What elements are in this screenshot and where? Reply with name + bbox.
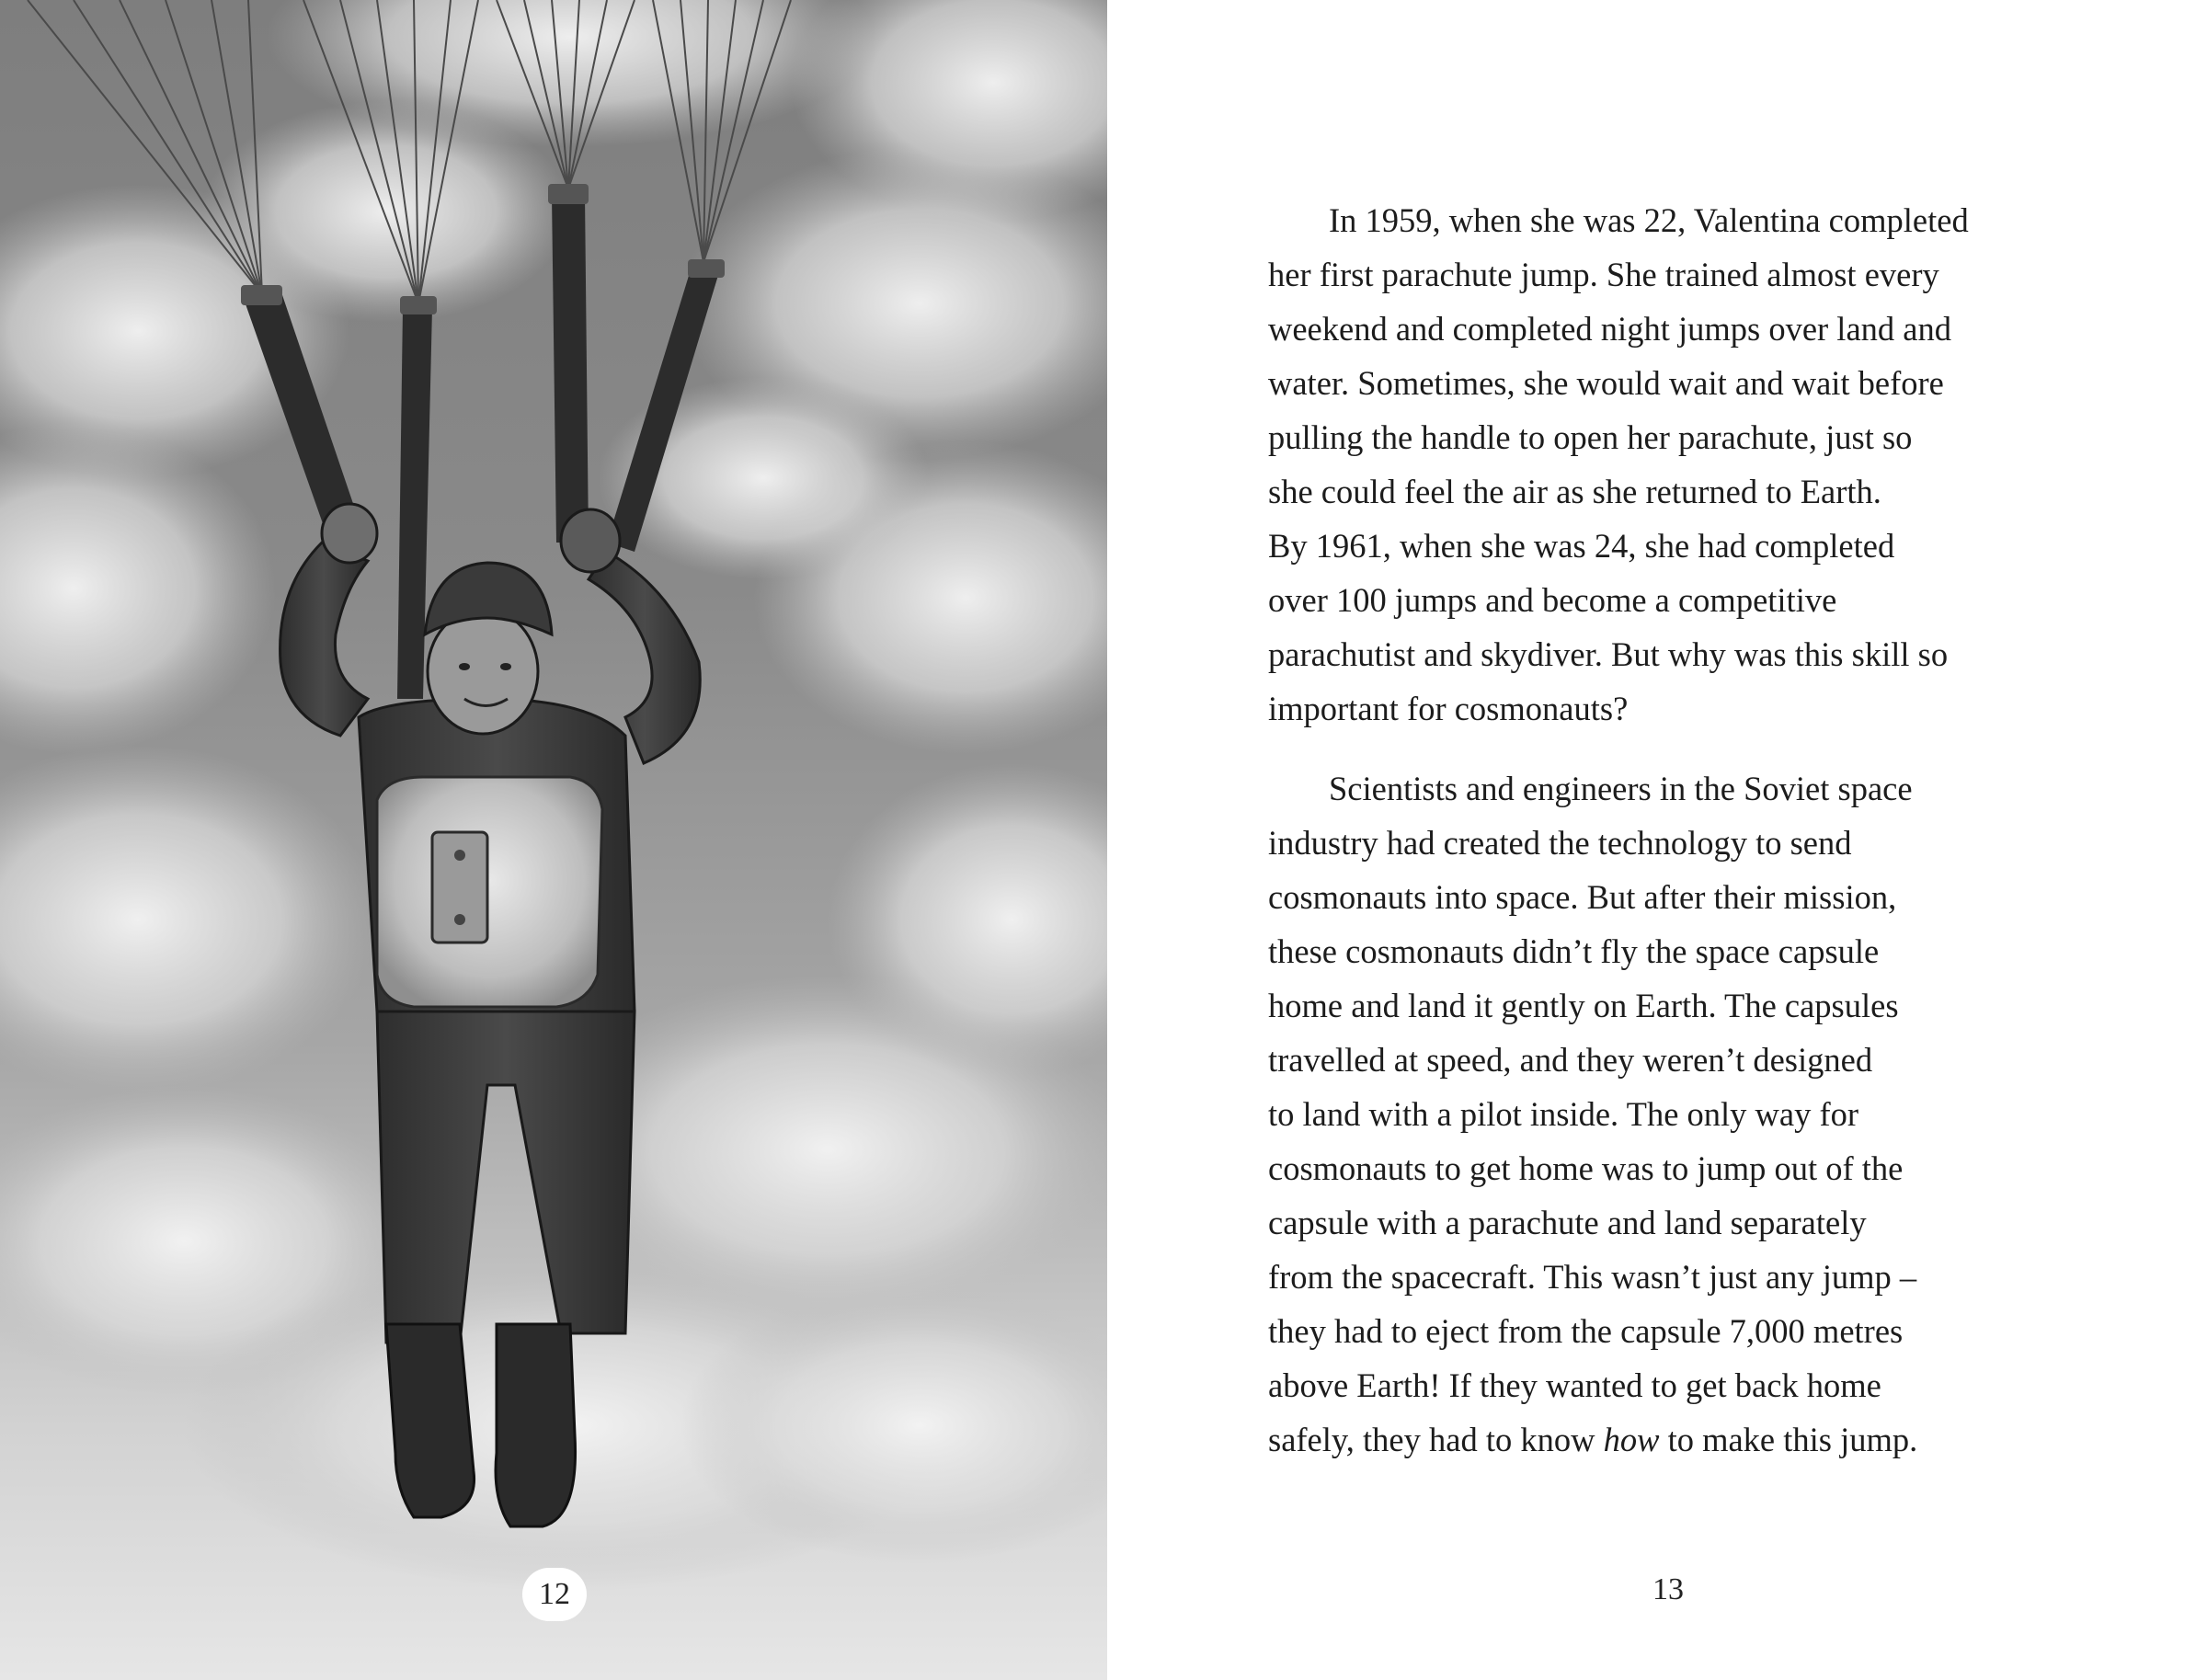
text-fragment: safely, they had to know: [1268, 1421, 1604, 1458]
text-line: By 1961, when she was 24, she had completed: [1268, 527, 1895, 565]
text-line: she could feel the air as she returned to Earth.: [1268, 473, 1881, 510]
paragraph-1: [1268, 193, 2077, 736]
text-line: capsule with a parachute and land separately: [1268, 1204, 1867, 1241]
paragraph-2: [1268, 761, 2077, 1467]
text-line: over 100 jumps and become a competitive: [1268, 581, 1837, 619]
text-line: above Earth! If they wanted to get back home: [1268, 1366, 1881, 1404]
emphasis-how: how: [1603, 1421, 1660, 1458]
text-line: weekend and completed night jumps over land and: [1268, 310, 1951, 348]
text-line: In 1959, when she was 22, Valentina completed: [1329, 201, 1969, 239]
right-page: [1107, 0, 2207, 1680]
text-fragment: to make this jump.: [1659, 1421, 1918, 1458]
text-line: industry had created the technology to send: [1268, 824, 1852, 862]
text-line: these cosmonauts didn’t fly the space capsule: [1268, 932, 1880, 970]
text-line: Scientists and engineers in the Soviet space: [1329, 770, 1913, 807]
body-text: [1268, 193, 2077, 1467]
text-line-last: [1268, 1412, 2077, 1467]
text-line: pulling the handle to open her parachute, just so: [1268, 418, 1913, 456]
text-line: travelled at speed, and they weren’t designed: [1268, 1041, 1873, 1079]
text-line: her first parachute jump. She trained almost every: [1268, 256, 1939, 293]
text-line: cosmonauts into space. But after their mission,: [1268, 878, 1897, 916]
text-line: important for cosmonauts?: [1268, 690, 1629, 727]
text-line: cosmonauts to get home was to jump out of the: [1268, 1149, 1904, 1187]
text-line: from the spacecraft. This wasn’t just any jump –: [1268, 1258, 1917, 1296]
text-line: parachutist and skydiver. But why was this skill so: [1268, 635, 1949, 673]
text-line: water. Sometimes, she would wait and wait before: [1268, 364, 1944, 402]
text-line: home and land it gently on Earth. The capsules: [1268, 987, 1899, 1024]
page-number-right: 13: [1652, 1572, 1684, 1606]
text-line: to land with a pilot inside. The only way for: [1268, 1095, 1859, 1133]
page-number-left: 12: [522, 1568, 587, 1621]
text-line: they had to eject from the capsule 7,000 metres: [1268, 1312, 1904, 1350]
